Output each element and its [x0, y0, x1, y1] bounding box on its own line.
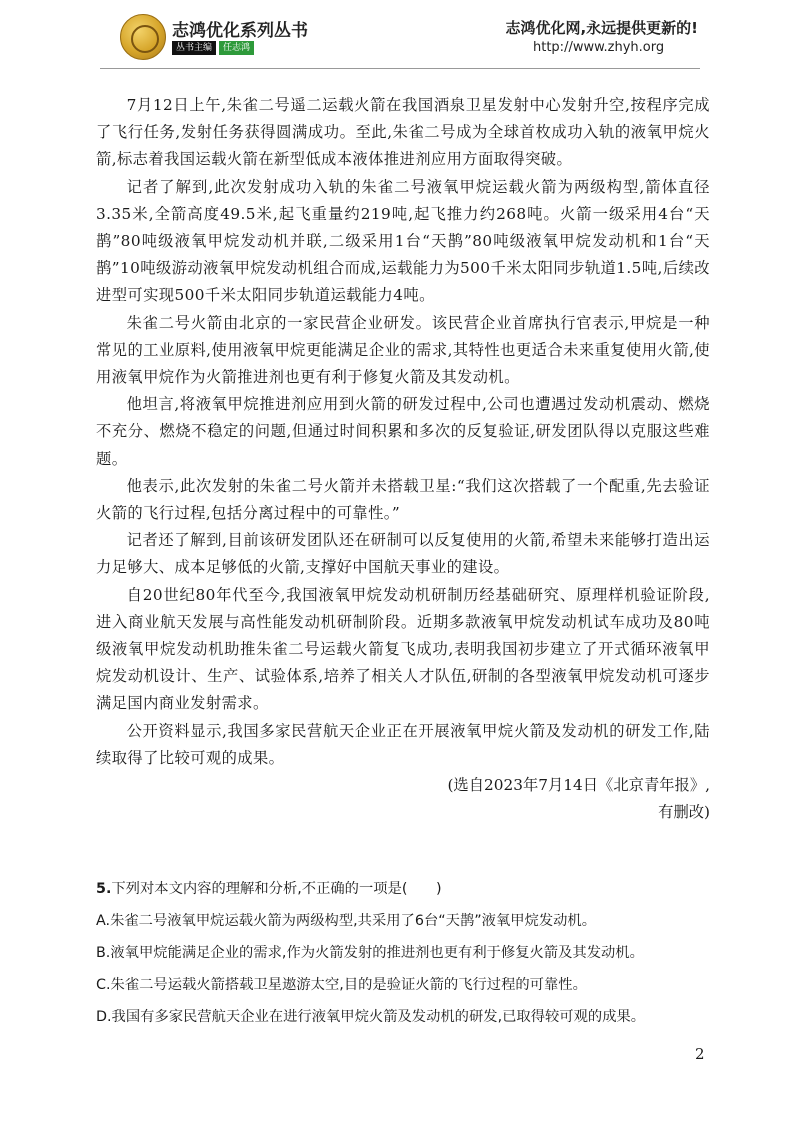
question-stem-line [96, 873, 716, 905]
article-paragraph: 他表示,此次发射的朱雀二号火箭并未搭载卫星:“我们这次搭载了一个配重,先去验证火箭的飞行过程,包括分离过程中的可靠性。” [96, 476, 710, 523]
editor-label: 丛书主编 [172, 41, 216, 55]
option-d: D.我国有多家民营航天企业在进行液氧甲烷火箭及发动机的研发,已取得较可观的成果。 [96, 1009, 646, 1025]
article-source: (选自2023年7月14日《北京青年报》, [447, 776, 710, 795]
question-5 [96, 873, 716, 1033]
article-paragraph: 他坦言,将液氧甲烷推进剂应用到火箭的研发过程中,公司也遭遇过发动机震动、燃烧不充分、燃烧不稳定的问题,但通过时间积累和多次的反复验证,研发团队得以克服这些难题。 [96, 395, 710, 468]
page-header [0, 0, 800, 72]
series-title: 志鸿优化系列丛书 [172, 21, 308, 41]
article-paragraph: 自20世纪80年代至今,我国液氧甲烷发动机研制历经基础研究、原理样机验证阶段,进入商业航天发展与高性能发动机研制阶段。近期多款液氧甲烷发动机试车成功及80吨级液氧甲烷发动机助推朱雀二号运载火箭复飞成功,表明我国初步建立了开式循环液氧甲烷发动机设计、生产、试验体系,培养了相关人才队伍,研制的各型液氧甲烷发动机可逐步满足国内商业发射需求。 [96, 585, 710, 713]
site-slogan: 志鸿优化网,永远提供更新的! [505, 19, 698, 37]
header-divider [100, 68, 700, 69]
article-paragraph: 记者还了解到,目前该研发团队还在研制可以反复使用的火箭,希望未来能够打造出运力足够大、成本足够低的火箭,支撑好中国航天事业的建设。 [96, 531, 710, 577]
article-body [96, 92, 710, 826]
article-paragraph: 7月12日上午,朱雀二号遥二运载火箭在我国酒泉卫星发射中心发射升空,按程序完成了飞行任务,发射任务获得圆满成功。至此,朱雀二号成为全球首枚成功入轨的液氧甲烷火箭,标志着我国运载火箭在新型低成本液体推进剂应用方面取得突破。 [96, 96, 710, 169]
article-paragraph: 公开资料显示,我国多家民营航天企业正在开展液氧甲烷火箭及发动机的研发工作,陆续取得了比较可观的成果。 [96, 721, 710, 767]
question-stem: 下列对本文内容的理解和分析,不正确的一项是( ) [111, 881, 442, 897]
editor-credit [172, 41, 254, 55]
site-url: http://www.zhyh.org [533, 40, 665, 55]
option-a: A.朱雀二号液氧甲烷运载火箭为两级构型,共采用了6台“天鹊”液氧甲烷发动机。 [96, 913, 597, 929]
article-paragraph: 朱雀二号火箭由北京的一家民营企业研发。该民营企业首席执行官表示,甲烷是一种常见的工业原料,使用液氧甲烷更能满足企业的需求,其特性也更适合未来重复使用火箭,使用液氧甲烷作为火箭推进剂也更有利于修复火箭及其发动机。 [96, 313, 710, 387]
page-number: 2 [695, 1045, 705, 1063]
question-number: 5. [96, 881, 112, 897]
series-logo-icon [120, 14, 166, 60]
article-paragraph: 记者了解到,此次发射成功入轨的朱雀二号液氧甲烷运载火箭为两级构型,箭体直径3.35米,全箭高度49.5米,起飞重量约219吨,起飞推力约268吨。火箭一级采用4台“天鹊”80吨级液氧甲烷发动机并联,二级采用1台“天鹊”80吨级液氧甲烷发动机和1台“天鹊”10吨级游动液氧甲烷发动机组合而成,运载能力为500千米太阳同步轨道1.5吨,后续改进型可实现500千米太阳同步轨道运载能力4吨。 [96, 177, 710, 305]
editor-name: 任志鸿 [219, 41, 254, 55]
option-b: B.液氧甲烷能满足企业的需求,作为火箭发射的推进剂也更有利于修复火箭及其发动机。 [96, 945, 644, 961]
article-source-note: 有删改) [658, 803, 710, 822]
option-c: C.朱雀二号运载火箭搭载卫星遨游太空,目的是验证火箭的飞行过程的可靠性。 [96, 977, 587, 993]
